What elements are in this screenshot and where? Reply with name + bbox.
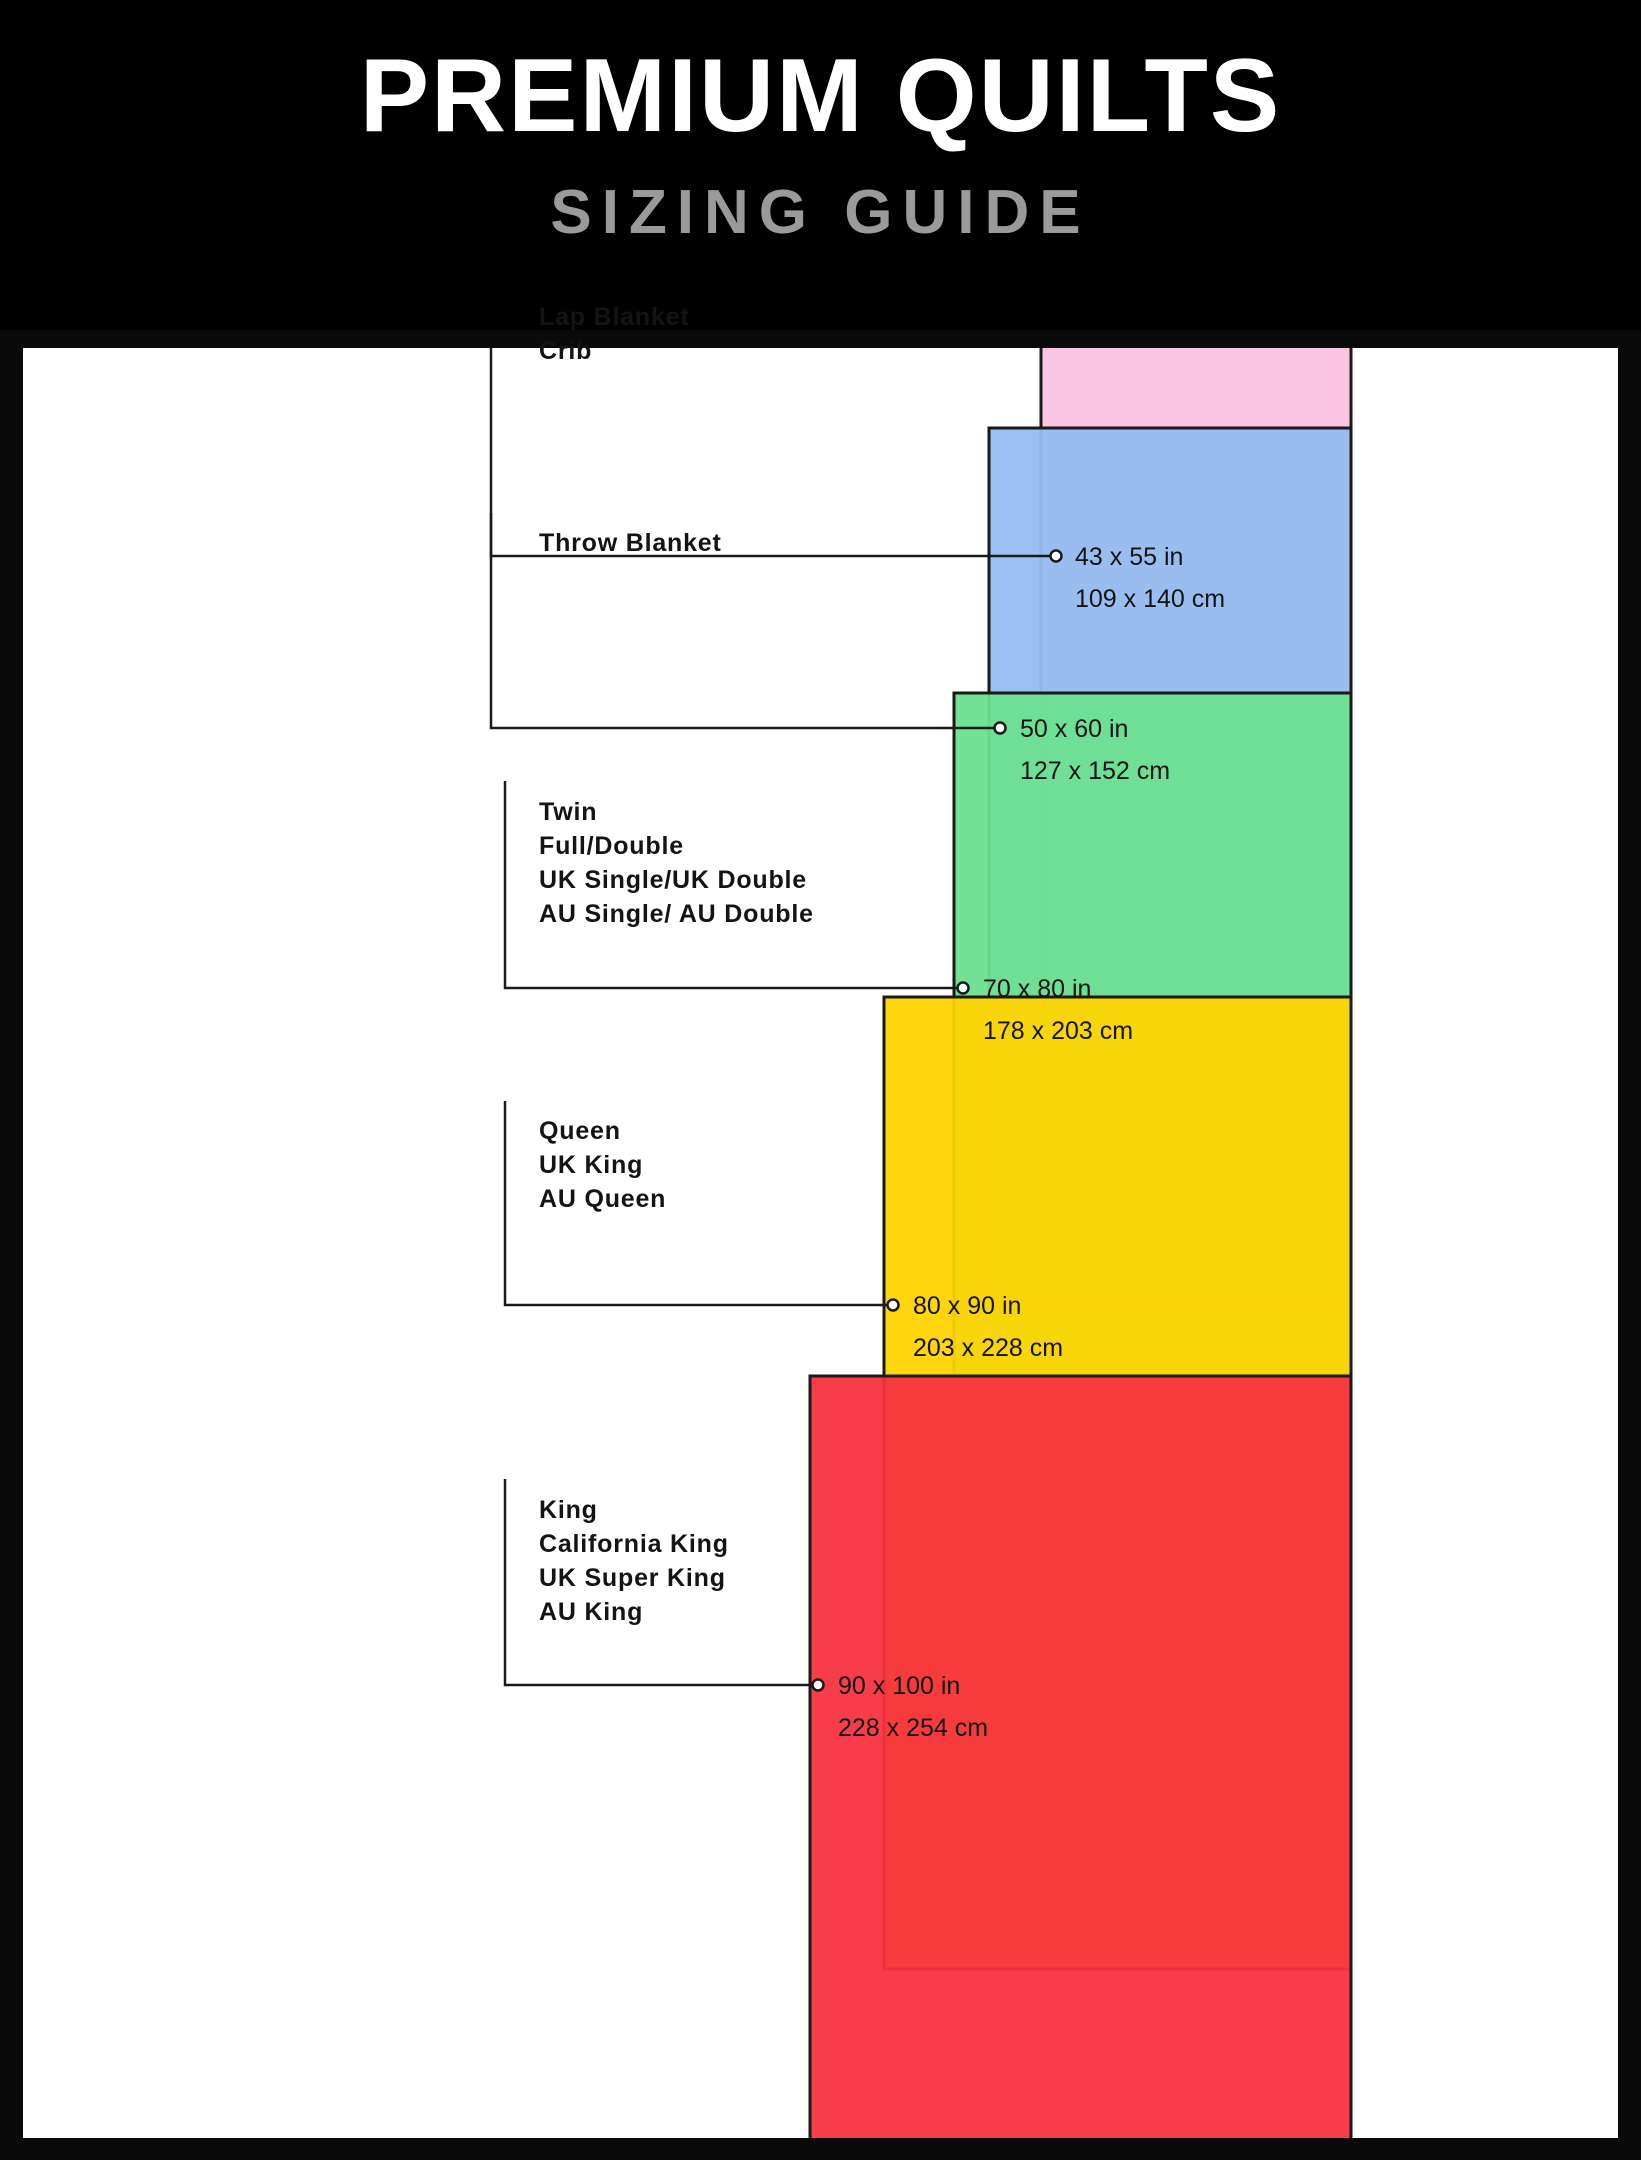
category-label-queen-line1: Queen [539, 1117, 621, 1145]
quilt-size-chart [23, 303, 1618, 2138]
dimension-label-crib [1075, 536, 1225, 620]
dimension-throw-inches: 50 x 60 in [1020, 715, 1129, 743]
dimension-crib-cm: 109 x 140 cm [1075, 585, 1226, 613]
leader-line-crib [491, 348, 1052, 556]
leader-dot-queen [888, 1300, 899, 1311]
category-label-twin-line1: Twin [539, 798, 598, 826]
category-label-queen [539, 1114, 666, 1216]
category-label-crib-line2: Crib [539, 337, 593, 365]
dimension-crib-inches: 43 x 55 in [1075, 543, 1184, 571]
poster-header [0, 0, 1641, 330]
category-label-king [539, 1493, 729, 1629]
dimension-queen-cm: 203 x 228 cm [913, 1334, 1064, 1362]
leader-dot-throw [995, 723, 1006, 734]
page-subtitle: SIZING GUIDE [550, 178, 1091, 247]
category-label-throw [539, 526, 722, 560]
size-rect-king [810, 1376, 1351, 2138]
category-label-king-line4: AU King [539, 1598, 644, 1626]
category-label-king-line2: California King [539, 1530, 729, 1558]
page-title: PREMIUM QUILTS [359, 38, 1282, 154]
category-label-king-line3: UK Super King [539, 1564, 726, 1592]
category-label-twin-line2: Full/Double [539, 832, 684, 860]
category-label-king-line1: King [539, 1496, 598, 1524]
dimension-label-king [838, 1665, 988, 1749]
dimension-label-queen [913, 1285, 1063, 1369]
category-label-crib-line1: Lap Blanket [539, 303, 690, 331]
leader-dot-king [813, 1680, 824, 1691]
dimension-twin-cm: 178 x 203 cm [983, 1017, 1134, 1045]
dimension-label-twin [983, 968, 1133, 1052]
leader-dot-twin [958, 983, 969, 994]
category-label-crib [539, 300, 690, 368]
category-label-throw-line1: Throw Blanket [539, 529, 722, 557]
content-card [23, 303, 1618, 2138]
dimension-king-inches: 90 x 100 in [838, 1672, 961, 1700]
category-label-queen-line2: UK King [539, 1151, 644, 1179]
category-label-twin-line3: UK Single/UK Double [539, 866, 807, 894]
dimension-throw-cm: 127 x 152 cm [1020, 757, 1171, 785]
dimension-king-cm: 228 x 254 cm [838, 1714, 989, 1742]
chart-svg [23, 348, 1618, 2138]
category-label-twin-line4: AU Single/ AU Double [539, 900, 814, 928]
dimension-queen-inches: 80 x 90 in [913, 1292, 1022, 1320]
category-label-queen-line3: AU Queen [539, 1185, 667, 1213]
dimension-label-throw [1020, 708, 1170, 792]
leader-dot-crib [1051, 551, 1062, 562]
dimension-twin-inches: 70 x 80 in [983, 975, 1092, 1003]
category-label-twin [539, 795, 814, 931]
